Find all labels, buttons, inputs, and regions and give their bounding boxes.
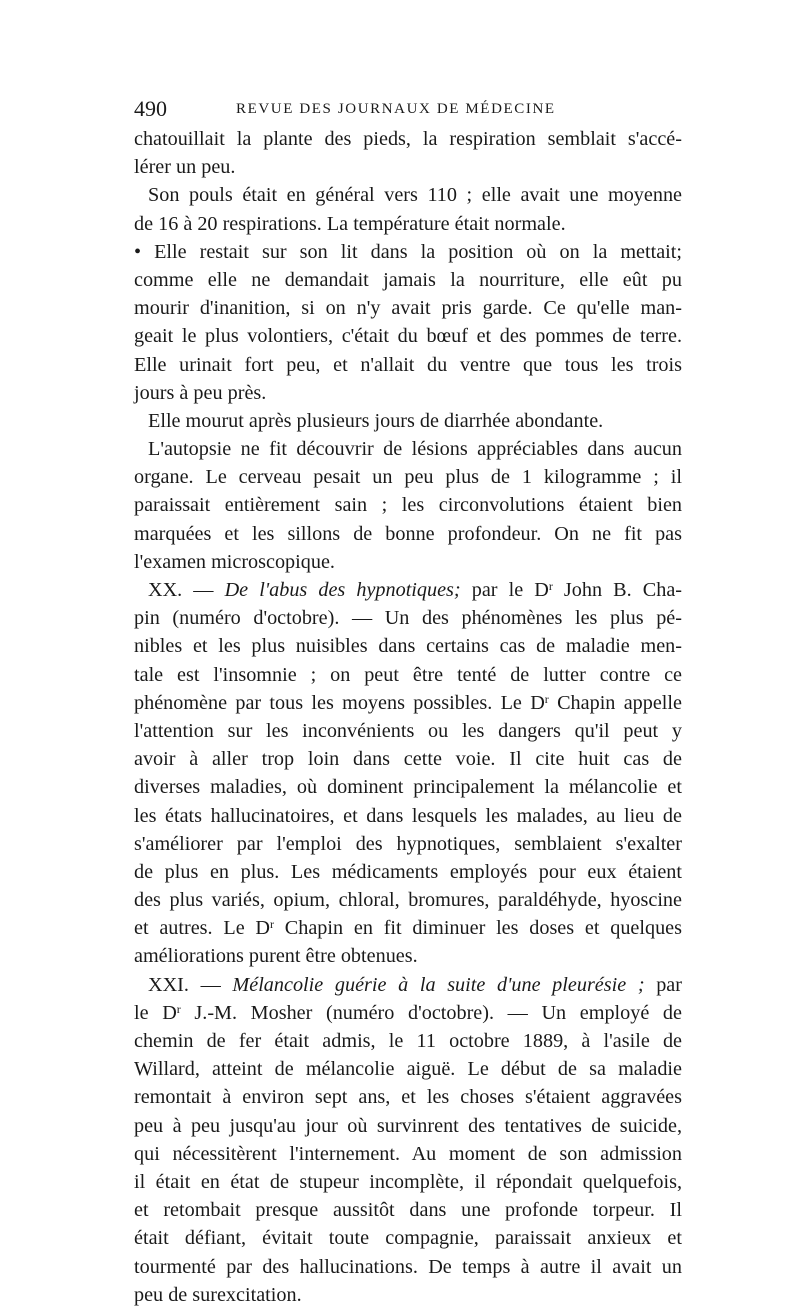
text-run: et autres. Le D: [134, 917, 271, 940]
text-line: chatouillait la plante des pieds, la respiration semblait s'accé-: [134, 128, 682, 150]
text-run: J.-M. Mosher (numéro d'octobre). — Un employé de: [180, 1001, 682, 1024]
text-line: s'améliorer par l'emploi des hypnotiques, semblaient s'exalter: [134, 832, 682, 855]
text-run: Chapin appelle: [548, 691, 682, 714]
text-line: Willard, atteint de mélancolie aiguë. Le début de sa maladie: [134, 1058, 682, 1081]
text-line: chemin de fer était admis, le 11 octobre 1889, à l'asile de: [134, 1030, 682, 1052]
text-line: Elle mourut après plusieurs jours de diarrhée abondante.: [148, 409, 604, 432]
text-line: lérer un peu.: [134, 156, 236, 179]
text-line: [134, 914, 682, 942]
body-text: [134, 125, 682, 1309]
text-line: comme elle ne demandait jamais la nourriture, elle eût pu: [134, 268, 682, 291]
text-line: L'autopsie ne fit découvrir de lésions appréciables dans aucun: [148, 438, 682, 461]
text-line: tale est l'insomnie ; on peut être tenté de lutter contre ce: [134, 663, 682, 686]
text-run: De l'abus des hypnotiques;: [224, 579, 461, 601]
text-line: Elle urinait fort peu, et n'allait du ventre que tous les trois: [134, 353, 682, 376]
running-head: REVUE DES JOURNAUX DE MÉDECINE: [236, 101, 556, 117]
text-line: [134, 999, 682, 1027]
text-line: et retombait presque aussitôt dans une profonde torpeur. Il: [134, 1199, 682, 1222]
text-line: [134, 971, 682, 999]
text-line: peu à peu jusqu'au jour où survinrent des tentatives de suicide,: [134, 1114, 682, 1137]
text-line: améliorations purent être obtenues.: [134, 945, 418, 968]
text-run: Mélancolie guérie à la suite d'une pleurésie ;: [232, 973, 645, 996]
text-run: r: [548, 579, 553, 593]
text-line: qui nécessitèrent l'internement. Au moment de son admission: [134, 1142, 682, 1165]
text-run: r: [270, 917, 275, 932]
text-run: par le D: [460, 579, 549, 601]
text-line: marquées et les sillons de bonne profondeur. On ne fit pas: [134, 522, 682, 545]
text-line: était défiant, évitait toute compagnie, paraissait anxieux et: [134, 1227, 682, 1250]
text-line: remontait à environ sept ans, et les choses s'étaient aggravées: [134, 1086, 682, 1109]
text-line: diverses maladies, où dominent principalement la mélancolie et: [134, 776, 682, 799]
text-line: l'attention sur les inconvénients ou les dangers qu'il peut y: [134, 719, 682, 742]
text-line: il était en état de stupeur incomplète, il répondait quelquefois,: [134, 1170, 682, 1193]
text-line: [134, 689, 682, 717]
text-line: mourir d'inanition, si on n'y avait pris garde. Ce qu'elle man-: [134, 297, 682, 320]
text-line: nibles et les plus nuisibles dans certains cas de maladie men-: [134, 635, 682, 658]
text-run: Chapin en fit diminuer les doses et quelques: [274, 917, 682, 940]
text-line: avoir à aller trop loin dans cette voie. Il cite huit cas de: [134, 748, 682, 771]
text-run: John B. Cha-: [552, 579, 682, 601]
text-run: phénomène par tous les moyens possibles. Le D: [134, 691, 545, 714]
text-line: des plus variés, opium, chloral, bromures, paraldéhyde, hyoscine: [134, 889, 682, 912]
text-run: r: [544, 691, 549, 706]
text-line: peu de surexcitation.: [134, 1283, 302, 1306]
text-line: les états hallucinatoires, et dans lesquels les malades, au lieu de: [134, 804, 682, 827]
text-run: par: [644, 973, 682, 996]
text-line: de plus en plus. Les médicaments employés pour eux étaient: [134, 860, 682, 883]
page-number: 490: [134, 96, 167, 121]
text-line: • Elle restait sur son lit dans la position où on la mettait;: [134, 240, 682, 263]
text-run: r: [176, 1001, 181, 1016]
text-line: jours à peu près.: [134, 381, 267, 404]
text-line: organe. Le cerveau pesait un peu plus de 1 kilogramme ; il: [134, 466, 682, 489]
text-line: Son pouls était en général vers 110 ; elle avait une moyenne: [148, 184, 682, 207]
text-line: tourmenté par des hallucinations. De temps à autre il avait un: [134, 1255, 682, 1278]
text-line: pin (numéro d'octobre). — Un des phénomènes les plus pé-: [134, 607, 682, 630]
text-run: XXI. —: [148, 973, 233, 996]
page-header: [134, 96, 680, 122]
text-run: XX. —: [148, 579, 225, 601]
text-line: paraissait entièrement sain ; les circonvolutions étaient bien: [134, 494, 682, 517]
text-line: [134, 576, 682, 604]
text-line: geait le plus volontiers, c'était du bœuf et des pommes de terre.: [134, 325, 682, 348]
text-run: le D: [134, 1001, 177, 1024]
text-line: l'examen microscopique.: [134, 550, 335, 573]
text-line: de 16 à 20 respirations. La température était normale.: [134, 212, 566, 235]
